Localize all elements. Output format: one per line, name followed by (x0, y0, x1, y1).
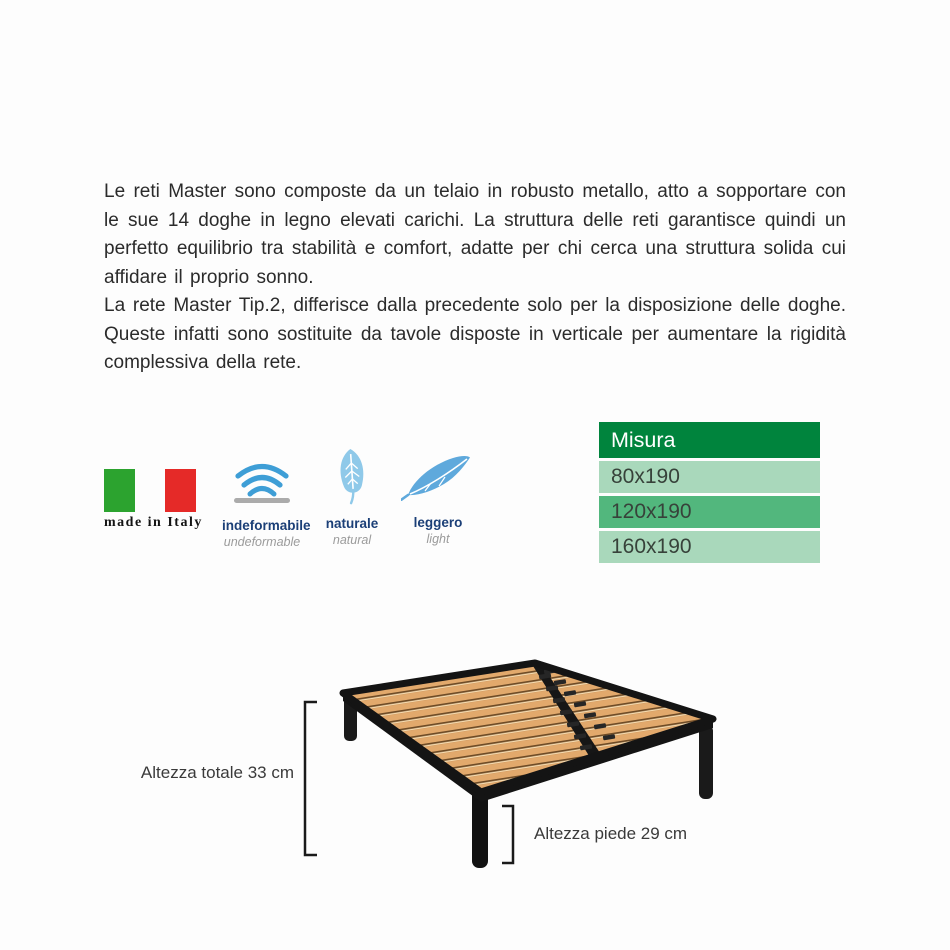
size-row: 80x190 (599, 461, 820, 493)
bed-leg-right (699, 725, 713, 799)
description-paragraph-1: Le reti Master sono composte da un telaio in robusto metallo, atto a sopportare con le sue 14 doghe in legno elevati carichi. La struttura delle reti garantisce quindi un perfetto equilibrio tra stabilità e comfort, adatte per chi cerca una struttura solida cui affidare il proprio sonno. (104, 181, 846, 288)
feature-label-en: undeformable (223, 535, 301, 549)
made-in-italy-label: made in Italy (104, 515, 203, 530)
description-paragraph-2: La rete Master Tip.2, differisce dalla precedente solo per la disposizione delle doghe. Queste infatti sono sostituite da tavole disposte in verticale per aumentare la rigidità complessiva della rete. (104, 295, 846, 373)
foot-height-bracket (502, 806, 513, 863)
feature-label-it: naturale (325, 516, 379, 531)
size-row: 120x190 (599, 496, 820, 528)
total-height-label: Altezza totale 33 cm (140, 763, 294, 782)
size-row: 160x190 (599, 531, 820, 563)
total-height-bracket (305, 702, 317, 855)
sizes-table-header: Misura (599, 422, 820, 458)
feature-label-en: natural (332, 533, 372, 547)
feature-label-en: light (426, 532, 450, 546)
feature-label-it: indeformabile (222, 518, 311, 533)
feature-label-it: leggero (413, 515, 463, 530)
foot-height-label: Altezza piede 29 cm (534, 824, 688, 843)
